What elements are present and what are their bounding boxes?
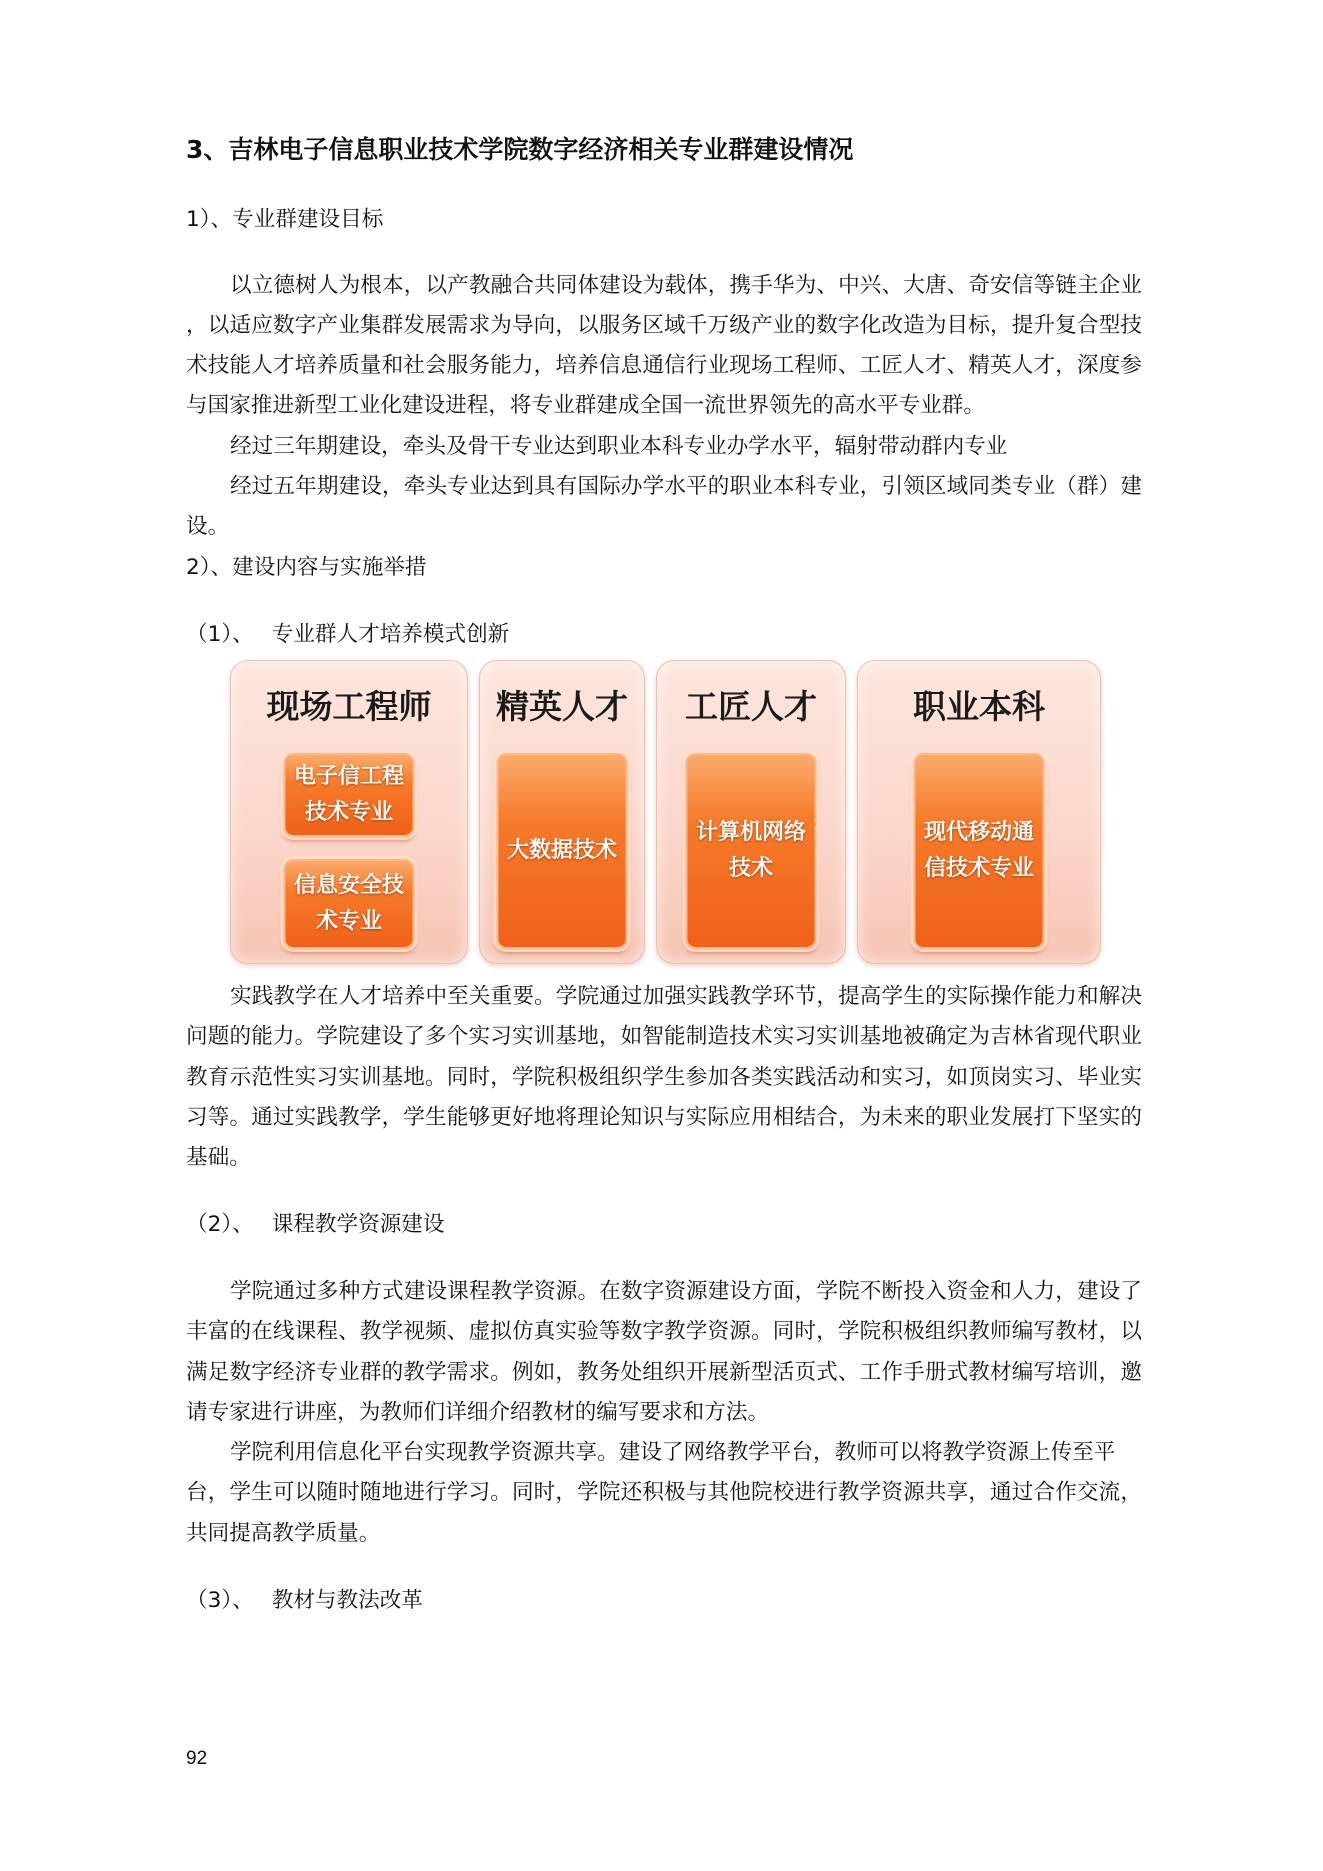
major-box	[686, 753, 817, 949]
goals-body	[186, 266, 1142, 588]
subsection-number: （3）、	[186, 1588, 254, 1613]
paragraph-line: ，以适应数字产业集群发展需求为导向，以服务区域千万级产业的数字化改造为目标，提升复合型技	[186, 312, 1142, 338]
major-label: 计算机网络	[695, 820, 806, 845]
paragraph-line: 学院通过多种方式建设课程教学资源。在数字资源建设方面，学院不断投入资金和人力，建设了	[230, 1279, 1142, 1304]
paragraph-line: 基础。	[186, 1145, 251, 1171]
major-label: 技术专业	[304, 800, 393, 825]
major-label: 技术	[728, 856, 773, 881]
subsection-1-heading	[186, 615, 1142, 655]
major-box	[914, 753, 1045, 949]
subsection-2-heading	[186, 1205, 1142, 1245]
major-box	[284, 859, 415, 949]
paragraph-line: 满足数字经济专业群的教学需求。例如，教务处组织开展新型活页式、工作手册式教材编写培训，邀	[186, 1359, 1142, 1385]
subsection-title: 专业群人才培养模式创新	[271, 622, 510, 647]
subsection-number: （2）、	[186, 1212, 254, 1237]
major-label: 电子信工程	[293, 764, 404, 789]
subsection-3-heading	[186, 1581, 1142, 1621]
model-column-craftsman	[656, 660, 846, 964]
section-heading: 3、吉林电子信息职业技术学院数字经济相关专业群建设情况	[186, 135, 854, 164]
paragraph-line: 设。	[186, 514, 230, 540]
practice-paragraph	[186, 977, 1142, 1178]
paragraph-line: 与国家推进新型工业化建设进程，将专业群建成全国一流世界领先的高水平专业群。	[186, 393, 985, 419]
resources-paragraphs	[186, 1272, 1142, 1554]
column-title: 工匠人才	[685, 687, 817, 726]
major-label: 现代移动通	[923, 820, 1034, 845]
paragraph-line: 请专家进行讲座，为教师们详细介绍教材的编写要求和方法。	[186, 1399, 770, 1425]
goals-title-text: 1）、专业群建设目标	[186, 207, 384, 232]
paragraph-line: 经过五年期建设，牵头专业达到具有国际办学水平的职业本科专业，引领区域同类专业（群）建	[230, 473, 1142, 499]
major-label: 术专业	[315, 909, 382, 934]
paragraph-line: 习等。通过实践教学，学生能够更好地将理论知识与实际应用相结合，为未来的职业发展打下坚实的	[186, 1104, 1142, 1130]
model-column-elite	[479, 660, 645, 964]
subsection-title: 课程教学资源建设	[271, 1212, 445, 1237]
paragraph-line: 学院利用信息化平台实现教学资源共享。建设了网络教学平台，教师可以将教学资源上传至平	[230, 1440, 1116, 1466]
paragraph-line: 丰富的在线课程、教学视频、虚拟仿真实验等数字教学资源。同时，学院积极组织教师编写教材，以	[186, 1319, 1142, 1345]
paragraph-line: 问题的能力。学院建设了多个实习实训基地，如智能制造技术实习实训基地被确定为吉林省现代职业	[186, 1024, 1142, 1050]
paragraph-line: 台，学生可以随时随地进行学习。同时，学院还积极与其他院校进行教学资源共享，通过合作交流，	[186, 1480, 1142, 1506]
goals-title	[186, 200, 1142, 240]
paragraph-line: 以立德树人为根本，以产教融合共同体建设为载体，携手华为、中兴、大唐、奇安信等链主企业	[230, 272, 1142, 298]
model-column-vocational-bachelor	[857, 660, 1101, 964]
major-label: 信息安全技	[293, 873, 404, 898]
column-title: 职业本科	[913, 687, 1045, 726]
paragraph-line: 经过三年期建设，牵头及骨干专业达到职业本科专业办学水平，辐射带动群内专业	[230, 433, 1008, 459]
paragraph-line: 术技能人才培养质量和社会服务能力，培养信息通信行业现场工程师、工匠人才、精英人才，深度参	[186, 353, 1142, 379]
paragraph-line: 共同提高教学质量。	[186, 1520, 381, 1546]
major-label: 大数据技术	[506, 838, 617, 863]
column-title: 精英人才	[496, 687, 628, 726]
model-column-field-engineer	[230, 660, 468, 964]
subsection-number: （1）、	[186, 622, 254, 647]
major-label: 信技术专业	[923, 856, 1034, 881]
column-title: 现场工程师	[266, 687, 432, 726]
paragraph-line: 教育示范性实习实训基地。同时，学院积极组织学生参加各类实践活动和实习，如顶岗实习、毕业实	[186, 1064, 1142, 1090]
measures-title: 2）、建设内容与实施举措	[186, 554, 427, 580]
major-box	[497, 753, 628, 949]
page-number: 92	[186, 1748, 208, 1769]
major-box	[284, 753, 415, 837]
paragraph-line: 实践教学在人才培养中至关重要。学院通过加强实践教学环节，提高学生的实际操作能力和解决	[230, 984, 1142, 1009]
subsection-title: 教材与教法改革	[271, 1588, 423, 1613]
